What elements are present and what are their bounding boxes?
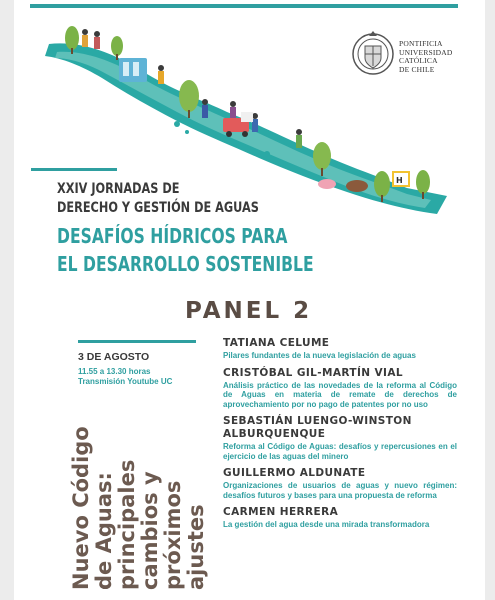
frame-right	[485, 0, 495, 600]
speaker-item	[223, 337, 457, 361]
speaker-name: SEBASTIÁN LUENGO-WINSTON ALBURQUENQUE	[223, 415, 412, 440]
title-accent-line	[31, 168, 117, 171]
puc-logo	[351, 26, 461, 86]
university-seal-icon	[351, 26, 395, 82]
frame-left	[0, 0, 14, 600]
speaker-item	[223, 415, 457, 461]
logo-text	[399, 40, 452, 74]
speaker-topic: Reforma al Código de Aguas: desafíos y repercusiones en el ejercicio de las aguas del minero	[223, 442, 457, 461]
event-subtitle	[57, 222, 314, 278]
panel-topic-line: cambios y	[138, 471, 162, 590]
panel-topic-vertical	[70, 390, 208, 590]
panel-heading: PANEL 2	[185, 298, 313, 324]
speaker-topic: Análisis práctico de las novedades de la reforma al Código de Aguas en materia de remate de derechos de aprovechamiento por no pago de patentes por no uso	[223, 380, 457, 409]
speaker-name: TATIANA CELUME	[223, 337, 330, 349]
speaker-item	[223, 506, 457, 530]
event-hours: 11.55 a 13.30 horas	[78, 367, 151, 376]
event-title-line: XXIV JORNADAS DE	[57, 181, 180, 197]
speaker-name: CARMEN HERRERA	[223, 506, 339, 518]
speaker-topic: Organizaciones de usuarios de aguas y nuevo régimen: desafíos futuros y bases para una propuesta de reforma	[223, 481, 457, 500]
speaker-item	[223, 367, 457, 410]
panel-topic-line: ajustes	[184, 504, 208, 590]
event-subtitle-line: EL DESARROLLO SOSTENIBLE	[57, 252, 314, 276]
event-time	[78, 367, 172, 386]
svg-text:H: H	[396, 176, 403, 185]
speaker-name: CRISTÓBAL GIL-MARTÍN VIAL	[223, 366, 403, 379]
logo-line: UNIVERSIDAD	[399, 47, 453, 57]
date-accent-line	[78, 340, 196, 343]
panel-topic-line: de Aguas:	[92, 472, 116, 590]
event-date: 3 DE AGOSTO	[78, 351, 150, 363]
speaker-list	[223, 337, 457, 536]
speaker-name: GUILLERMO ALDUNATE	[223, 467, 366, 479]
logo-line: PONTIFICIA	[399, 39, 443, 48]
logo-line: CATÓLICA	[399, 56, 438, 65]
speaker-item	[223, 467, 457, 500]
speaker-topic: Pilares fundantes de la nueva legislación de aguas	[223, 351, 416, 360]
panel-topic-line: Nuevo Código	[69, 426, 93, 590]
event-subtitle-line: DESAFÍOS HÍDRICOS PARA	[57, 224, 288, 248]
event-title	[57, 180, 259, 218]
poster	[27, 0, 467, 600]
logo-line: DE CHILE	[399, 64, 435, 74]
event-broadcast: Transmisión Youtube UC	[78, 376, 173, 386]
panel-topic-line: principales	[115, 459, 139, 590]
panel-topic-line: próximos	[161, 480, 185, 590]
speaker-topic: La gestión del agua desde una mirada transformadora	[223, 520, 430, 529]
event-title-line: DERECHO Y GESTIÓN DE AGUAS	[57, 200, 259, 216]
